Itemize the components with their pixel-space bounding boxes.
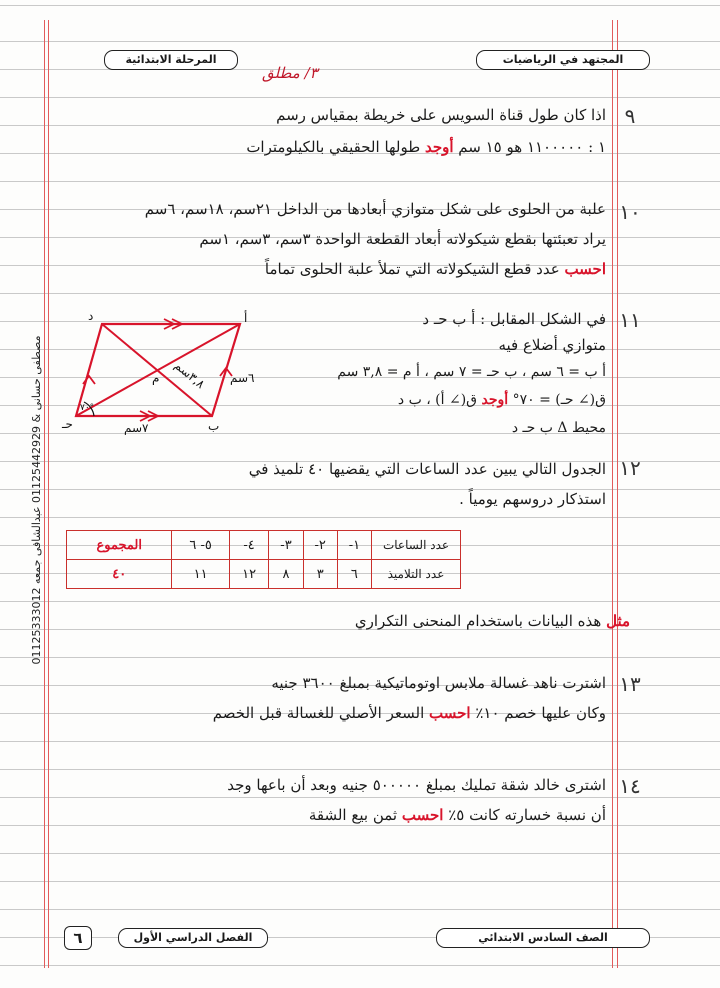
table-cell-count: ٨ <box>269 560 303 589</box>
margin-line-right-2 <box>617 20 618 968</box>
parallelogram-figure <box>60 306 275 436</box>
table-cell-category: ٢- <box>303 531 337 560</box>
footer-grade-pill: الصف السادس الابتدائي <box>436 928 650 948</box>
vertex-label-b: ب <box>208 419 220 433</box>
table-cell-category: ٥- ٦ <box>172 531 229 560</box>
question-number-12: ١٢ <box>619 456 641 480</box>
page-number: ٦ <box>64 926 92 950</box>
q11-line-2: متوازي أضلاع فيه <box>498 336 606 354</box>
q10-line-3: احسب عدد قطع الشيكولاته التي تملأ علبة الحلوى تماماً <box>264 260 606 278</box>
q11-line-4: ق(∠ حـ) = ٧٠° أوجد ق(∠ أ) ، ب د <box>397 392 606 408</box>
top-handwritten-note: ٣/ مطلق <box>262 64 318 82</box>
q14-line-1: اشترى خالد شقة تمليك بمبلغ ٥٠٠٠٠٠ جنيه وبعد أن باعها وجد <box>227 776 606 794</box>
table-row <box>67 531 461 560</box>
q9-line-2: ١ : ١١٠٠٠٠٠ هو ١٥ سم أوجد طولها الحقيقي بالكيلومترات <box>246 138 606 156</box>
question-number-9: ٩ <box>624 104 636 128</box>
table-cell-category: ١- <box>337 531 371 560</box>
question-number-14: ١٤ <box>619 774 641 798</box>
table-cell-category: ٤- <box>229 531 269 560</box>
header-title-right: المجتهد في الرياضيات <box>476 50 650 70</box>
question-number-10: ١٠ <box>619 200 641 224</box>
header-title-left: المرحلة الابتدائية <box>104 50 238 70</box>
q11-line-1: في الشكل المقابل : أ ب حـ د <box>422 310 606 328</box>
table-row-header-students: عدد التلاميذ <box>372 560 461 589</box>
arrow-left-side <box>83 376 95 384</box>
table-cell-count: ٣ <box>303 560 337 589</box>
vertex-label-a: أ <box>244 311 248 325</box>
table-row-header-hours: عدد الساعات <box>372 531 461 560</box>
table-row <box>67 560 461 589</box>
vertex-label-c: حـ <box>62 417 73 431</box>
q13-line-2: وكان عليها خصم ١٠٪ احسب السعر الأصلي للغسالة قبل الخصم <box>212 704 606 722</box>
vertex-label-m: م <box>152 371 160 385</box>
q12-instruction: مثل هذه البيانات باستخدام المنحنى التكراري <box>354 612 630 630</box>
side-label-am: ٣,٨سم <box>171 358 208 392</box>
side-label-bc: ٧سم <box>124 421 149 435</box>
table-cell-total-value: ٤٠ <box>67 560 172 589</box>
angle-label-c: ٧٠° <box>80 403 95 413</box>
table-cell-category: ٣- <box>269 531 303 560</box>
footer-term-pill: الفصل الدراسي الأول <box>118 928 268 948</box>
side-credits-text: مصطفى حسانى & 01125442929 عبدالشافى جمعه 01125333012 <box>30 335 43 665</box>
q11-line-3: أ ب = ٦ سم ، ب حـ = ٧ سم ، أ م = ٣,٨ سم <box>337 364 606 380</box>
table-cell-total-label: المجموع <box>67 531 172 560</box>
side-label-ab: ٦سم <box>230 371 255 385</box>
table-cell-count: ١١ <box>172 560 229 589</box>
q10-line-2: يراد تعبئتها بقطع شيكولاته أبعاد القطعة الواحدة ٣سم، ٣سم، ١سم <box>199 230 606 248</box>
q9-line-1: اذا كان طول قناة السويس على خريطة بمقياس رسم <box>276 106 606 124</box>
q14-line-2: أن نسبة خسارته كانت ٥٪ احسب ثمن بيع الشقة <box>308 806 606 824</box>
question-number-11: ١١ <box>619 308 641 332</box>
q12-line-2: استذكار دروسهم يومياً . <box>459 490 606 508</box>
q12-line-1: الجدول التالي يبين عدد الساعات التي يقضيها ٤٠ تلميذ في <box>248 460 606 478</box>
question-number-13: ١٣ <box>619 672 641 696</box>
q10-line-1: علبة من الحلوى على شكل متوازي أبعادها من الداخل ٢١سم، ١٨سم، ٦سم <box>144 200 606 218</box>
vertex-label-d: د <box>88 309 94 323</box>
q11-line-5: محيط Δ ب حـ د <box>511 420 606 436</box>
table-cell-count: ٦ <box>337 560 371 589</box>
table-cell-count: ١٢ <box>229 560 269 589</box>
frequency-table <box>66 530 461 589</box>
q13-line-1: اشترت ناهد غسالة ملابس اوتوماتيكية بمبلغ ٣٦٠٠ جنيه <box>271 674 606 692</box>
margin-line-right <box>612 20 613 968</box>
